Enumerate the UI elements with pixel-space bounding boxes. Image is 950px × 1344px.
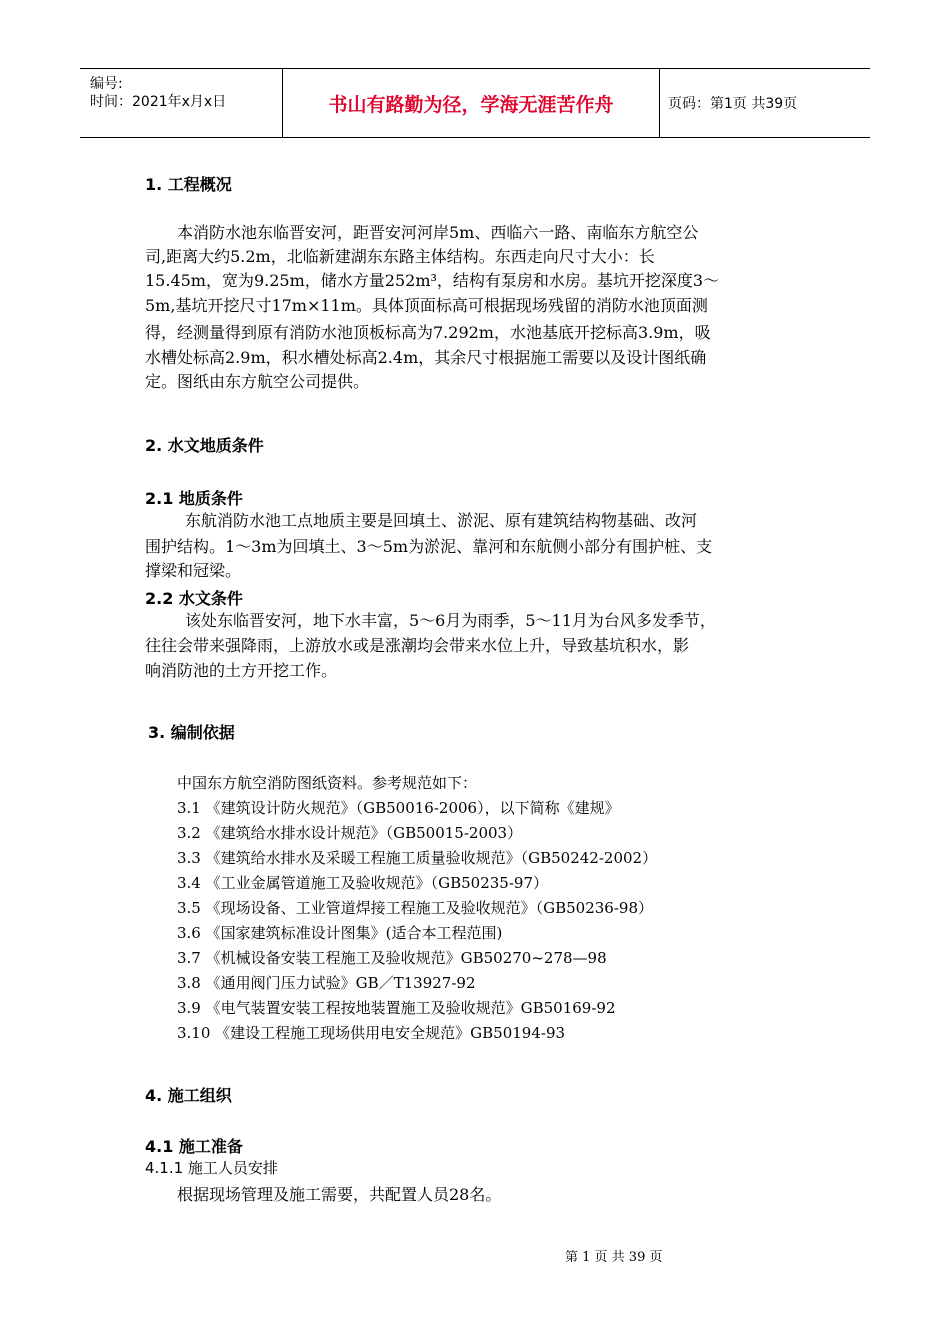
section-2-2-title: 2.2 水文条件 bbox=[145, 589, 243, 608]
reference-item: 3.10 《建设工程施工现场供用电安全规范》GB50194-93 bbox=[177, 1024, 566, 1042]
paragraph-line: 撑梁和冠梁。 bbox=[145, 561, 242, 580]
paragraph-line: 司,距离大约5.2m，北临新建湖东东路主体结构。东西走向尺寸大小：长 bbox=[145, 247, 655, 266]
section-4-1-title: 4.1 施工准备 bbox=[145, 1137, 243, 1156]
paragraph-line: 东航消防水池工点地质主要是回填土、淤泥、原有建筑结构物基础、改河 bbox=[185, 511, 698, 530]
paragraph-line: 围护结构。1～3m为回填土、3～5m为淤泥、靠河和东航侧小部分有围护桩、支 bbox=[145, 537, 713, 556]
reference-item: 3.2 《建筑给水排水设计规范》（GB50015-2003） bbox=[177, 824, 523, 842]
paragraph-line: 15.45m，宽为9.25m，储水方量252m³，结构有泵房和水房。基坑开挖深度3～ bbox=[145, 271, 720, 290]
reference-item: 3.9 《电气装置安装工程按地装置施工及验收规范》GB50169-92 bbox=[177, 999, 616, 1017]
paragraph-line: 5m,基坑开挖尺寸17m×11m。具体顶面标高可根据现场残留的消防水池顶面测 bbox=[145, 296, 708, 315]
paragraph-line: 根据现场管理及施工需要，共配置人员28名。 bbox=[177, 1185, 502, 1204]
header-left-cell bbox=[80, 69, 283, 137]
reference-item: 3.4 《工业金属管道施工及验收规范》（GB50235-97） bbox=[177, 874, 549, 892]
paragraph-line: 定。图纸由东方航空公司提供。 bbox=[145, 372, 370, 391]
reference-item: 3.7 《机械设备安装工程施工及验收规范》GB50270~278—98 bbox=[177, 949, 607, 967]
header-page-info: 页码：第1页 共39页 bbox=[668, 96, 798, 112]
section-2-title: 2. 水文地质条件 bbox=[145, 436, 264, 455]
reference-item: 3.8 《通用阀门压力试验》GB／T13927-92 bbox=[177, 974, 476, 992]
paragraph-line: 本消防水池东临晋安河，距晋安河河岸5m、西临六一路、南临东方航空公 bbox=[177, 223, 699, 242]
reference-item: 3.1 《建筑设计防火规范》（GB50016-2006），以下简称《建规》 bbox=[177, 799, 620, 817]
paragraph-line: 响消防池的土方开挖工作。 bbox=[145, 661, 338, 680]
section-1-title: 1. 工程概况 bbox=[145, 175, 232, 194]
header-motto: 书山有路勤为径，学海无涯苦作舟 bbox=[283, 69, 660, 137]
reference-item: 3.5 《现场设备、工业管道焊接工程施工及验收规范》（GB50236-98） bbox=[177, 899, 654, 917]
reference-item: 3.6 《国家建筑标准设计图集》(适合本工程范围) bbox=[177, 924, 503, 942]
paragraph-line: 往往会带来强降雨，上游放水或是涨潮均会带来水位上升，导致基坑积水，影 bbox=[145, 636, 690, 655]
paragraph-line: 水槽处标高2.9m，积水槽处标高2.4m，其余尺寸根据施工需要以及设计图纸确 bbox=[145, 348, 707, 367]
section-3-title: 3. 编制依据 bbox=[148, 723, 235, 742]
paragraph-line: 得，经测量得到原有消防水池顶板标高为7.292m，水池基底开挖标高3.9m，吸 bbox=[145, 323, 711, 342]
date-label: 时间：2021年x月x日 bbox=[90, 94, 227, 110]
section-4-title: 4. 施工组织 bbox=[145, 1086, 232, 1105]
reference-item: 3.3 《建筑给水排水及采暖工程施工质量验收规范》（GB50242-2002） bbox=[177, 849, 658, 867]
paragraph-line: 该处东临晋安河，地下水丰富，5～6月为雨季，5～11月为台风多发季节， bbox=[185, 611, 716, 630]
page-header bbox=[80, 68, 870, 138]
section-4-1-1-title: 4.1.1 施工人员安排 bbox=[145, 1159, 278, 1177]
code-label: 编号: bbox=[90, 76, 123, 92]
section-2-1-title: 2.1 地质条件 bbox=[145, 489, 243, 508]
section-3-intro: 中国东方航空消防图纸资料。参考规范如下： bbox=[177, 774, 478, 792]
page-footer: 第 1 页 共 39 页 bbox=[565, 1250, 663, 1265]
